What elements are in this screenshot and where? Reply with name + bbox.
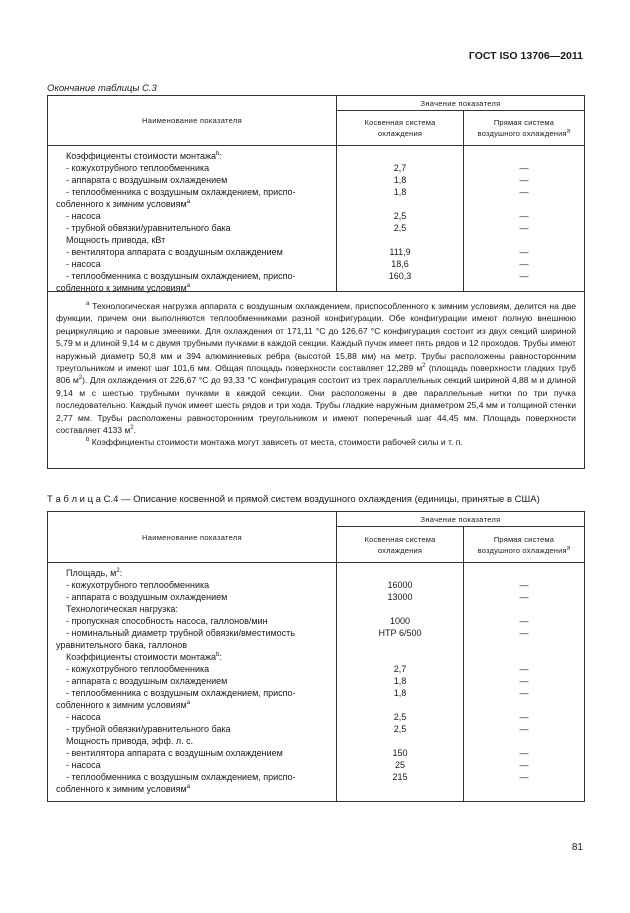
row-label: Коэффициенты стоимости монтажа$^b$: (66, 652, 222, 662)
table-row (48, 198, 584, 210)
table-row (48, 234, 584, 246)
value-indirect: 1,8 (393, 688, 407, 698)
table-header (48, 512, 584, 563)
row-label: собленного к зимним условиям$^a$ (56, 784, 191, 794)
table-row (48, 735, 584, 747)
row-label: собленного к зимним условиям$^a$ (56, 199, 191, 209)
column-header-direct: Прямая система воздушного охлаждения$^a$ (477, 534, 571, 555)
value-indirect: 160,3 (388, 271, 412, 281)
table-body (48, 563, 584, 795)
value-direct: — (519, 211, 529, 221)
value-indirect: 1000 (389, 616, 411, 626)
value-direct: — (519, 592, 529, 602)
value-indirect: 215 (392, 772, 408, 782)
table-row (48, 699, 584, 711)
value-indirect: 1,8 (393, 676, 407, 686)
table-header (48, 96, 584, 146)
table-row (48, 579, 584, 591)
row-label: - теплообменника с воздушным охлаждением, приспо- (66, 772, 296, 782)
value-indirect: 16000 (387, 580, 413, 590)
table-row (48, 663, 584, 675)
row-label: Мощность привода, кВт (66, 235, 166, 245)
value-indirect: 13000 (387, 592, 413, 602)
row-label: - трубной обвязки/уравнительного бака (66, 724, 231, 734)
value-indirect: 2,7 (393, 163, 407, 173)
value-indirect: 2,5 (393, 724, 407, 734)
row-label: - насоса (66, 760, 101, 770)
table-row (48, 150, 584, 162)
row-label: - теплообменника с воздушным охлаждением, приспо- (66, 187, 296, 197)
table-row (48, 603, 584, 615)
value-indirect: 1,8 (393, 187, 407, 197)
row-label: Коэффициенты стоимости монтажа$^b$: (66, 151, 222, 161)
value-direct: — (519, 712, 529, 722)
value-direct: — (519, 259, 529, 269)
value-indirect: 2,7 (393, 664, 407, 674)
table-row (48, 567, 584, 579)
value-direct: — (519, 772, 529, 782)
row-label: - аппарата с воздушным охлаждением (66, 592, 228, 602)
column-header-name: Наименование показателя (48, 96, 337, 145)
table-row (48, 759, 584, 771)
document-id: ГОСТ ISO 13706—2011 (468, 50, 583, 62)
row-label: - кожухотрубного теплообменника (66, 163, 210, 173)
column-header-group: Значение показателя (337, 96, 584, 111)
footnote-a: $^a$ Технологическая нагрузка аппарата с воздушным охлаждением, приспособленного к зимним условиям, делится на две функции, причем они выполняются теплообменниками разной конфигурации. Обе конфигурации имеют полную внешнюю рециркуляцию и паровые змеевики. Для охлаждения от 171,11 °C до 126,67 °C конфигурация состоит из двух секций шириной 5,79 м и длиной 9,14 м с двумя трубными пучками в каждой секции. Каждый пучок имеет пять рядов и 12 проходов. Трубы имеют наружный диаметр 50,8 мм и 394 алюминиевых ребра (высотой 15,88 мм) на метр. Трубы расположены равносторонним треугольником и имеют шаг 101,6 мм. Общая площадь поверхности составляет 12,289 $м^2$ (площадь поверхности гладких труб 806 $м^2$). Для охлаждения от 226,67 °C до 93,33 °C конфигурация состоит из трех параллельных секций шириной 4,88 м и длиной 9,14 м с шестью трубными пучками в каждой секции. Они расположены в две параллельные нитки по три пучка последовательно. Каждый пучок имеет шесть рядов и три хода. Трубы гладкие наружным диаметром 25,4 мм и толщиной стенки 2,77 мм. Трубы расположены равносторонним треугольником и имеют поперечный шаг 44,45 мм. Площадь поверхности составляет 4133 $м^2$. (56, 301, 576, 436)
table-row (48, 627, 584, 639)
row-label: - пропускная способность насоса, галлонов/мин (66, 616, 268, 626)
table-c4 (47, 511, 585, 802)
row-label: - насоса (66, 259, 101, 269)
table-row (48, 771, 584, 783)
table-row (48, 711, 584, 723)
table-row (48, 615, 584, 627)
table-row (48, 222, 584, 234)
row-label: - аппарата с воздушным охлаждением (66, 175, 228, 185)
table-row (48, 186, 584, 198)
column-header-indirect: Косвенная система охлаждения (337, 527, 464, 562)
value-indirect: 18,6 (391, 259, 409, 269)
value-direct: — (519, 247, 529, 257)
column-header-indirect: Косвенная система охлаждения (337, 111, 464, 145)
row-label: Мощность привода, эфф. л. с. (66, 736, 194, 746)
table-row (48, 246, 584, 258)
table-row (48, 639, 584, 651)
row-label: - насоса (66, 712, 101, 722)
value-direct: — (519, 271, 529, 281)
value-direct: — (519, 163, 529, 173)
value-direct: — (519, 616, 529, 626)
value-indirect: 111,9 (389, 247, 411, 257)
table-row (48, 783, 584, 795)
row-label: Площадь, $м^2$: (66, 568, 123, 578)
footnote-b: $^b$ Коэффициенты стоимости монтажа могут зависеть от места, стоимости рабочей силы и т. п. (86, 437, 463, 448)
column-header-name: Наименование показателя (48, 512, 337, 562)
row-label: - вентилятора аппарата с воздушным охлаждением (66, 748, 283, 758)
row-label: собленного к зимним условиям$^a$ (56, 700, 191, 710)
table-row (48, 675, 584, 687)
table-row (48, 162, 584, 174)
value-direct: — (519, 760, 529, 770)
row-label: - кожухотрубного теплообменника (66, 664, 210, 674)
value-direct: — (519, 223, 529, 233)
column-header-group: Значение показателя (337, 512, 584, 527)
value-indirect: НТР 6/500 (378, 628, 422, 638)
table-row (48, 258, 584, 270)
value-direct: — (519, 748, 529, 758)
value-direct: — (519, 580, 529, 590)
value-direct: — (519, 664, 529, 674)
table-c4-caption: Т а б л и ц а С.4 — Описание косвенной и прямой систем воздушного охлаждения (единицы, принятые в США) (47, 494, 540, 505)
row-label: - трубной обвязки/уравнительного бака (66, 223, 231, 233)
table-row (48, 651, 584, 663)
row-label: собленного к зимним условиям$^a$ (56, 283, 191, 293)
row-label: - аппарата с воздушным охлаждением (66, 676, 228, 686)
table-row (48, 210, 584, 222)
table-row (48, 591, 584, 603)
value-indirect: 1,8 (393, 175, 407, 185)
row-label: - насоса (66, 211, 101, 221)
row-label: - кожухотрубного теплообменника (66, 580, 210, 590)
row-label: уравнительного бака, галлонов (56, 640, 187, 650)
value-direct: — (519, 175, 529, 185)
value-direct: — (519, 187, 529, 197)
row-label: Технологическая нагрузка: (66, 604, 178, 614)
table-row (48, 687, 584, 699)
row-label: - теплообменника с воздушным охлаждением, приспо- (66, 271, 296, 281)
table-row (48, 723, 584, 735)
table-notes (48, 291, 584, 449)
table-row (48, 174, 584, 186)
value-direct: — (519, 724, 529, 734)
value-indirect: 25 (394, 760, 405, 770)
row-label: - теплообменника с воздушным охлаждением, приспо- (66, 688, 296, 698)
value-direct: — (519, 628, 529, 638)
row-label: - вентилятора аппарата с воздушным охлаждением (66, 247, 283, 257)
table-body (48, 146, 584, 294)
value-indirect: 2,5 (393, 223, 407, 233)
value-indirect: 2,5 (393, 712, 407, 722)
value-direct: — (519, 688, 529, 698)
table-row (48, 747, 584, 759)
table-c3-caption: Окончание таблицы С.3 (47, 83, 157, 94)
row-label: - номинальный диаметр трубной обвязки/вместимость (66, 628, 295, 638)
value-indirect: 150 (392, 748, 408, 758)
value-direct: — (519, 676, 529, 686)
value-indirect: 2,5 (393, 211, 407, 221)
table-c3 (47, 95, 585, 469)
page-number: 81 (571, 842, 583, 853)
column-header-direct: Прямая система воздушного охлаждения$^a$ (477, 118, 571, 138)
table-row (48, 270, 584, 282)
